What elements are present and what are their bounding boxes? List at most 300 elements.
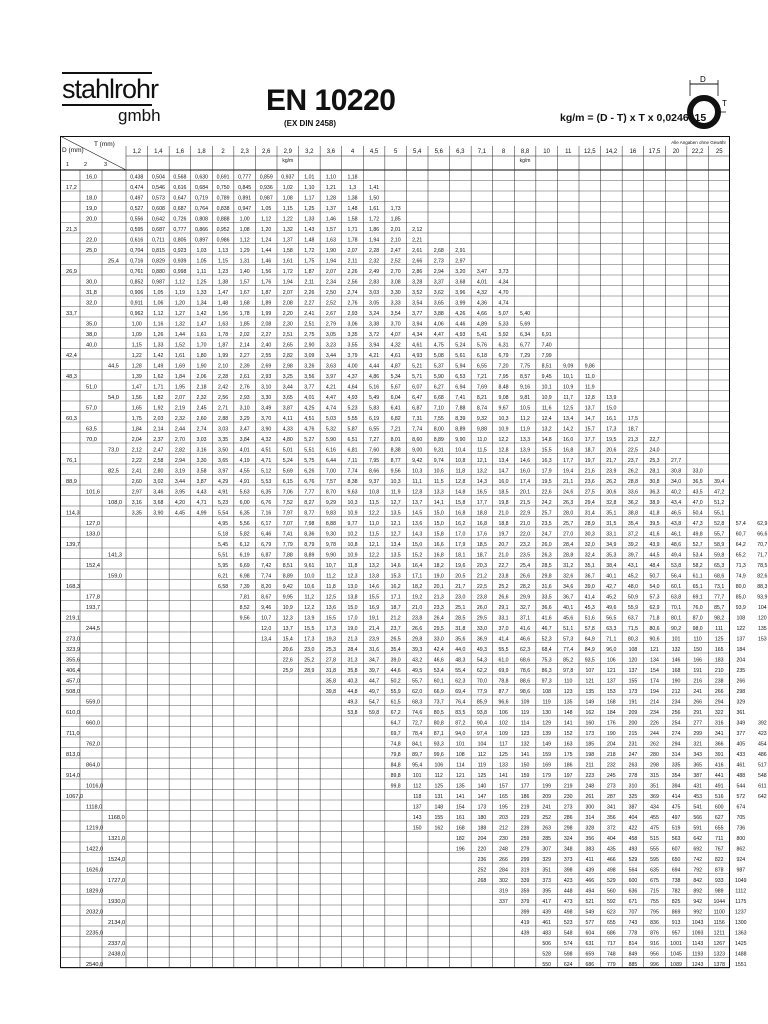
weight-cell: 1,12: [153, 310, 164, 317]
weight-cell: 123: [520, 730, 530, 737]
outer-diameter: 38,0: [86, 331, 97, 338]
weight-cell: 39,2: [627, 541, 638, 548]
weight-cell: 13,7: [584, 405, 595, 412]
weight-cell: 106: [499, 709, 508, 716]
weight-cell: 39,7: [627, 552, 638, 559]
weight-cell: 3,10: [239, 405, 250, 412]
weight-cell: 1237: [735, 909, 747, 916]
weight-cell: 4,11: [282, 415, 293, 422]
weight-cell: 8,57: [520, 373, 531, 380]
weight-cell: 21,7: [455, 583, 466, 590]
weight-cell: 248: [499, 846, 508, 853]
weight-cell: 9,08: [498, 394, 509, 401]
weight-cell: 4,61: [390, 352, 401, 359]
weight-cell: 55,9: [627, 604, 638, 611]
weight-cell: 3,30: [196, 457, 207, 464]
weight-cell: 21,6: [584, 468, 595, 475]
weight-cell: 0,962: [130, 310, 144, 317]
weight-cell: 55,5: [498, 646, 509, 653]
weight-cell: 2,41: [304, 310, 315, 317]
weight-cell: 4,20: [174, 499, 185, 506]
weight-cell: 3,29: [239, 415, 250, 422]
outer-diameter: 2134,0: [108, 919, 126, 926]
weight-cell: 168: [456, 825, 465, 832]
weight-cell: 1488: [735, 951, 747, 958]
weight-cell: 263: [628, 762, 638, 769]
weight-cell: 4,19: [239, 457, 250, 464]
weight-cell: 13,4: [563, 415, 574, 422]
weight-cell: 16,2: [390, 583, 401, 590]
weight-cell: 7,98: [304, 520, 315, 527]
weight-cell: 1,61: [174, 352, 185, 359]
weight-cell: 6,19: [369, 415, 380, 422]
weight-cell: 55,1: [714, 510, 725, 517]
weight-cell: 1,32: [282, 226, 293, 233]
weight-cell: 0,880: [151, 268, 165, 275]
weight-cell: 17,7: [584, 436, 595, 443]
weight-cell: 13,6: [412, 520, 423, 527]
weight-cell: 1,85: [239, 321, 250, 328]
weight-cell: 14,8: [455, 489, 466, 496]
weight-cell: 1,10: [304, 184, 315, 191]
weight-cell: 230: [499, 835, 508, 842]
weight-cell: 16,8: [433, 552, 444, 559]
weight-cell: 17,7: [476, 499, 487, 506]
weight-cell: 5,76: [476, 342, 487, 349]
weight-cell: 3,35: [131, 510, 142, 517]
weight-cell: 5,12: [261, 468, 272, 475]
weight-cell: 185: [585, 741, 595, 748]
weight-cell: 51,1: [563, 625, 574, 632]
weight-cell: 22,6: [282, 657, 293, 664]
weight-cell: 1001: [670, 940, 682, 947]
weight-cell: 3,47: [476, 268, 487, 275]
weight-cell: 35,1: [606, 510, 617, 517]
weight-cell: 4,32: [476, 289, 487, 296]
weight-cell: 44,8: [347, 688, 358, 695]
weight-cell: 68,6: [714, 573, 725, 580]
weight-cell: 254: [671, 720, 681, 727]
weight-cell: 10,9: [563, 384, 574, 391]
weight-cell: 7,10: [433, 405, 444, 412]
weight-cell: 1,48: [218, 300, 229, 307]
weight-cell: 3,87: [196, 478, 207, 485]
weight-cell: 76,4: [455, 699, 466, 706]
weight-cell: 329: [542, 856, 551, 863]
weight-cell: 248: [585, 783, 595, 790]
outer-diameter: 1829,0: [86, 888, 104, 895]
weight-cell: 1049: [735, 877, 747, 884]
weight-cell: 1,33: [196, 289, 207, 296]
weight-cell: 319: [499, 888, 508, 895]
weight-cell: 6,16: [325, 447, 336, 454]
weight-cell: 1,87: [304, 268, 315, 275]
weight-cell: 60,7: [735, 531, 746, 538]
weight-cell: 354: [671, 772, 681, 779]
weight-cell: 1,47: [131, 384, 142, 391]
weight-cell: 5,07: [498, 310, 509, 317]
outer-diameter: 177,8: [86, 594, 100, 601]
weight-cell: 25,1: [455, 604, 466, 611]
outer-diameter: 1016,0: [86, 783, 104, 790]
weight-cell: 17,3: [606, 426, 617, 433]
weight-cell: 99,6: [433, 751, 444, 758]
weight-cell: 5,33: [498, 321, 509, 328]
thickness-header: 5,4: [413, 149, 422, 155]
weight-cell: 66,6: [757, 531, 768, 538]
weight-cell: 0,556: [130, 216, 144, 223]
weight-cell: 9,90: [455, 436, 466, 443]
weight-cell: 5,92: [498, 331, 509, 338]
weight-cell: 84,8: [390, 762, 401, 769]
weight-cell: 56,5: [606, 615, 617, 622]
weight-cell: 84,1: [412, 741, 423, 748]
weight-cell: 29,8: [541, 573, 552, 580]
weight-cell: 122: [736, 625, 746, 632]
weight-cell: 11,2: [520, 415, 530, 422]
weight-cell: 88,3: [757, 583, 768, 590]
weight-cell: 1,61: [282, 258, 293, 265]
weight-cell: 9,00: [412, 447, 423, 454]
weight-cell: 20,5: [455, 573, 466, 580]
weight-cell: 152: [563, 730, 573, 737]
weight-cell: 6,53: [455, 373, 466, 380]
weight-table-grid: [60, 136, 768, 968]
weight-cell: 7,11: [347, 457, 358, 464]
weight-cell: 245: [607, 772, 616, 779]
weight-cell: 2,93: [347, 310, 358, 317]
weight-cell: 7,41: [282, 531, 293, 538]
weight-cell: 29,5: [476, 615, 487, 622]
weight-cell: 141: [563, 720, 573, 727]
document-subtitle: (EX DIN 2458): [284, 119, 337, 128]
weight-cell: 21,3: [433, 594, 444, 601]
outer-diameter: 127,0: [86, 520, 100, 527]
weight-cell: 10,6: [304, 583, 315, 590]
weight-cell: 4,55: [239, 468, 250, 475]
outer-diameter: 31,8: [86, 289, 97, 296]
weight-cell: 343: [693, 751, 702, 758]
weight-cell: 825: [671, 898, 681, 905]
weight-cell: 229: [520, 814, 530, 821]
weight-cell: 2,11: [347, 258, 358, 265]
weight-cell: 64,7: [390, 720, 401, 727]
logo-subtitle: gmbh: [118, 106, 161, 125]
weight-cell: 957: [671, 930, 681, 937]
weight-cell: 11,2: [304, 594, 315, 601]
weight-cell: 351: [542, 867, 551, 874]
weight-cell: 31,6: [541, 583, 552, 590]
weight-cell: 2,97: [455, 258, 466, 265]
weight-cell: 878: [714, 867, 724, 874]
outer-diameter: 168,3: [66, 583, 80, 590]
weight-cell: 219: [520, 804, 530, 811]
weight-cell: 6,35: [261, 489, 272, 496]
weight-cell: 1,82: [153, 394, 164, 401]
weight-cell: 55,9: [390, 688, 401, 695]
weight-cell: 3,88: [433, 310, 444, 317]
weight-cell: 341: [714, 730, 724, 737]
weight-cell: 8,79: [304, 541, 315, 548]
weight-cell: 119: [520, 709, 530, 716]
weight-cell: 153: [607, 688, 616, 695]
weight-cell: 989: [714, 888, 724, 895]
weight-cell: 50,4: [692, 510, 703, 517]
weight-cell: 6,51: [347, 436, 358, 443]
weight-cell: 1,41: [369, 184, 380, 191]
weight-cell: 74,8: [390, 741, 401, 748]
weight-cell: 473: [563, 898, 573, 905]
weight-cell: 0,684: [195, 184, 208, 191]
weight-cell: 572: [736, 793, 746, 800]
outer-diameter: 18,0: [86, 195, 97, 202]
weight-cell: 335: [671, 762, 681, 769]
diagram-t-label: T: [722, 99, 727, 108]
weight-cell: 16,5: [476, 489, 487, 496]
weight-cell: 836: [650, 919, 659, 926]
weight-cell: 15,5: [304, 625, 315, 632]
weight-cell: 252: [542, 814, 551, 821]
weight-cell: 69,1: [692, 594, 703, 601]
weight-cell: 563: [671, 835, 681, 842]
weight-cell: 10,7: [325, 562, 336, 569]
weight-cell: 110: [693, 636, 702, 643]
weight-cell: 1267: [713, 940, 725, 947]
weight-cell: 53,4: [692, 552, 703, 559]
weight-cell: 7,52: [282, 499, 293, 506]
weight-cell: 298: [650, 762, 659, 769]
weight-cell: 2,79: [325, 321, 336, 328]
weight-cell: 4,43: [196, 489, 207, 496]
weight-cell: 6,55: [476, 363, 487, 370]
weight-cell: 1,00: [239, 216, 250, 223]
weight-cell: 299: [693, 730, 702, 737]
weight-cell: 2,14: [239, 342, 250, 349]
weight-cell: 17,5: [627, 415, 638, 422]
weight-cell: 41,8: [649, 510, 660, 517]
weight-cell: 1,61: [369, 205, 380, 212]
weight-cell: 143: [412, 814, 422, 821]
weight-cell: 4,71: [196, 499, 207, 506]
weight-cell: 29,8: [412, 636, 423, 643]
weight-cell: 7,00: [325, 468, 336, 475]
weight-cell: 743: [628, 919, 638, 926]
weight-cell: 10,9: [347, 552, 358, 559]
weight-cell: 1,71: [347, 226, 358, 233]
weight-cell: 13,2: [541, 426, 552, 433]
weight-cell: 12,8: [412, 489, 423, 496]
weight-cell: 361: [736, 709, 746, 716]
weight-cell: 28,2: [520, 583, 531, 590]
weight-cell: 16,6: [433, 541, 444, 548]
weight-cell: 0,497: [130, 195, 144, 202]
weight-cell: 3,08: [390, 279, 401, 286]
weight-cell: 13,4: [261, 636, 272, 643]
weight-cell: 498: [607, 867, 616, 874]
weight-cell: 28,8: [563, 552, 574, 559]
weight-cell: 3,28: [412, 279, 423, 286]
weight-cell: 30,6: [606, 489, 617, 496]
weight-cell: 3,94: [369, 342, 380, 349]
weight-cell: 21,4: [369, 625, 380, 632]
weight-cell: 1,42: [196, 310, 207, 317]
weight-cell: 62,9: [649, 604, 660, 611]
weight-cell: 4,32: [390, 342, 401, 349]
weight-cell: 140: [477, 783, 487, 790]
outer-diameter: 44,5: [108, 363, 119, 370]
weight-cell: 12,2: [498, 436, 509, 443]
weight-cell: 49,5: [412, 667, 423, 674]
weight-cell: 717: [607, 940, 616, 947]
weight-cell: 87,1: [433, 730, 444, 737]
weight-cell: 17,3: [325, 625, 336, 632]
weight-cell: 2,39: [239, 363, 250, 370]
weight-cell: 29,1: [498, 604, 509, 611]
weight-cell: 8,27: [304, 499, 315, 506]
weight-cell: 6,87: [261, 552, 272, 559]
weight-cell: 448: [563, 888, 573, 895]
weight-cell: 37,1: [520, 615, 531, 622]
weight-cell: 95,4: [412, 762, 423, 769]
weight-cell: 70,7: [757, 541, 768, 548]
weight-cell: 1,13: [218, 247, 229, 254]
weight-cell: 40,1: [606, 573, 617, 580]
outer-diameter: 2337,0: [108, 940, 126, 947]
weight-cell: 16,0: [520, 468, 531, 475]
weight-cell: 876: [650, 930, 659, 937]
weight-cell: 299: [520, 856, 530, 863]
weight-cell: 15,2: [412, 552, 423, 559]
weight-cell: 14,7: [498, 468, 509, 475]
outer-diameter: 25,4: [108, 258, 119, 265]
weight-cell: 0,998: [173, 268, 187, 275]
weight-cell: 298: [563, 825, 573, 832]
weight-cell: 3,24: [369, 310, 380, 317]
weight-cell: 52,7: [692, 541, 703, 548]
weight-cell: 10,5: [520, 405, 531, 412]
weight-cell: 2,93: [261, 373, 272, 380]
weight-cell: 53,8: [347, 709, 358, 716]
outer-diameter: 108,0: [108, 499, 122, 506]
weight-cell: 1,12: [261, 216, 272, 223]
weight-cell: 598: [563, 951, 573, 958]
weight-cell: 4,29: [218, 478, 229, 485]
weight-cell: 8,67: [261, 594, 272, 601]
weight-cell: 792: [693, 867, 702, 874]
weight-cell: 43,5: [692, 489, 703, 496]
weight-cell: 13,4: [390, 541, 401, 548]
weight-cell: 11,0: [584, 373, 595, 380]
weight-cell: 26,2: [627, 468, 638, 475]
weight-cell: 0,789: [216, 195, 230, 202]
weight-cell: 13,9: [304, 615, 315, 622]
weight-cell: 6,47: [412, 394, 423, 401]
weight-cell: 1,28: [325, 195, 336, 202]
weight-cell: 3,77: [304, 384, 315, 391]
weight-cell: 1,47: [218, 289, 229, 296]
weight-cell: 12,2: [369, 510, 380, 517]
outer-diameter: 1219,0: [86, 825, 104, 832]
thickness-header: 10: [543, 149, 550, 155]
weight-cell: 671: [628, 898, 638, 905]
weight-cell: 165: [714, 646, 724, 653]
weight-cell: 114: [456, 762, 465, 769]
outer-diameter: 63,5: [86, 426, 97, 433]
weight-cell: 422: [628, 825, 638, 832]
weight-cell: 25,7: [563, 520, 574, 527]
outer-diameter: 1524,0: [108, 856, 126, 863]
weight-cell: 6,19: [239, 552, 250, 559]
weight-cell: 78,6: [520, 667, 531, 674]
weight-cell: 1,73: [390, 205, 401, 212]
weight-cell: 18,8: [476, 510, 487, 517]
weight-cell: 3,10: [261, 384, 272, 391]
weight-cell: 74,6: [412, 709, 423, 716]
outer-diameter: 355,6: [66, 657, 80, 664]
weight-cell: 0,897: [195, 237, 208, 244]
thickness-header: 2,3: [240, 149, 249, 155]
weight-cell: 125: [434, 783, 444, 790]
weight-cell: 62,2: [476, 667, 487, 674]
outer-diameter: 35,0: [86, 321, 97, 328]
weight-cell: 7,21: [476, 373, 487, 380]
weight-cell: 13,6: [325, 604, 336, 611]
weight-cell: 23,8: [412, 615, 423, 622]
weight-cell: 49,8: [692, 531, 703, 538]
weight-cell: 996: [650, 961, 659, 968]
weight-cell: 1,75: [304, 258, 315, 265]
weight-cell: 7,75: [520, 363, 531, 370]
pipe-cross-section-icon: [684, 76, 728, 139]
weight-cell: 3,90: [261, 426, 272, 433]
weight-cell: 497: [671, 814, 681, 821]
weight-cell: 10,8: [347, 541, 358, 548]
weight-cell: 28,4: [347, 646, 358, 653]
weight-cell: 210: [714, 667, 724, 674]
weight-cell: 1323: [713, 951, 725, 958]
weight-cell: 1,52: [174, 342, 185, 349]
unit-label: kg/m: [282, 158, 294, 164]
weight-cell: 212: [671, 688, 681, 695]
weight-cell: 6,31: [498, 342, 509, 349]
weight-cell: 4,36: [476, 300, 487, 307]
weight-cell: 3,62: [433, 289, 444, 296]
weight-cell: 23,0: [455, 594, 466, 601]
weight-cell: 97,4: [476, 730, 487, 737]
weight-cell: 2,70: [174, 436, 185, 443]
weight-cell: 5,51: [304, 447, 315, 454]
weight-cell: 69,7: [390, 730, 401, 737]
weight-cell: 814: [628, 940, 638, 947]
weight-cell: 564: [628, 867, 638, 874]
weight-cell: 341: [607, 804, 616, 811]
weight-cell: 635: [650, 867, 659, 874]
weight-cell: 779: [607, 961, 616, 968]
weight-cell: 59,8: [369, 709, 380, 716]
weight-cell: 18,2: [433, 562, 444, 569]
weight-cell: 61,5: [390, 699, 401, 706]
weight-cell: 88,6: [520, 678, 531, 685]
weight-cell: 49,3: [347, 699, 358, 706]
weight-cell: 150: [693, 646, 702, 653]
weight-cell: 3,35: [218, 436, 229, 443]
weight-cell: 29,9: [520, 594, 531, 601]
weight-cell: 1,40: [239, 268, 250, 275]
weight-formula: kg/m = (D - T) x T x 0,0246615: [560, 112, 707, 124]
weight-cell: 155: [628, 678, 638, 685]
weight-cell: 4,87: [390, 363, 401, 370]
weight-cell: 5,45: [218, 541, 229, 548]
